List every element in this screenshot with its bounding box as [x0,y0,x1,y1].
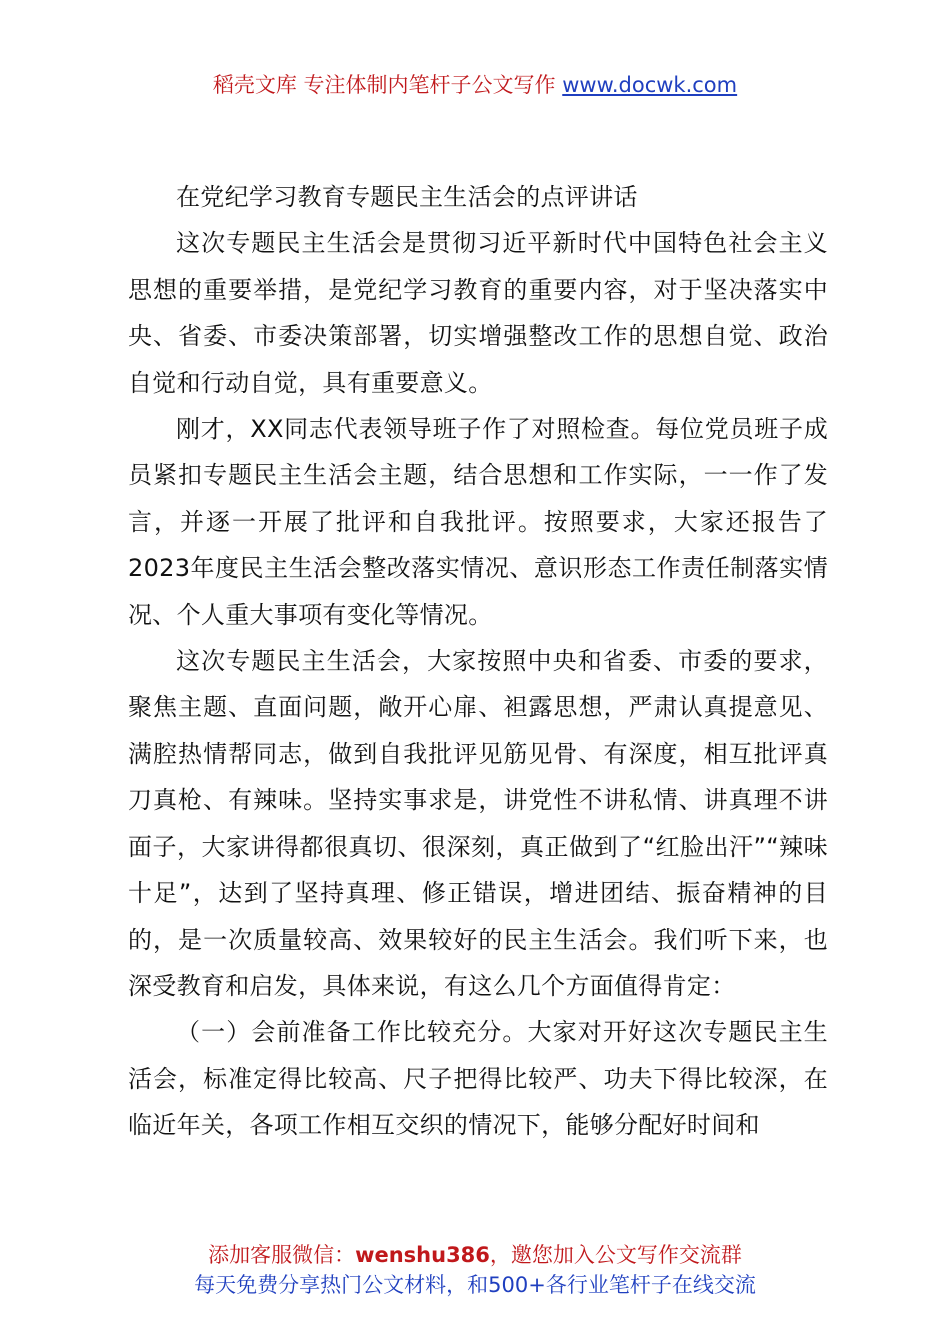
footer-wechat-suffix: ，邀您加入公文写作交流群 [489,1243,742,1267]
wechat-id: wenshu386 [355,1243,490,1267]
page-header [0,70,950,100]
footer-wechat-prefix: 添加客服微信： [208,1243,356,1267]
footer-share-line: 每天免费分享热门公文材料，和500+各行业笔杆子在线交流 [194,1273,756,1297]
site-link[interactable]: www.docwk.com [562,73,738,97]
paragraph-2: 刚才，XX同志代表领导班子作了对照检查。每位党员班子成员紧扣专题民主生活会主题，结合思想和工作实际，一一作了发言，并逐一开展了批评和自我批评。按照要求，大家还报告了2023年度民主生活会整改落实情况、意识形态工作责任制落实情况、个人重大事项有变化等情况。 [128,415,828,629]
document-body [128,174,828,1149]
paragraph-3: 这次专题民主生活会，大家按照中央和省委、市委的要求，聚焦主题、直面问题，敞开心扉、袒露思想，严肃认真提意见、满腔热情帮同志，做到自我批评见筋见骨、有深度，相互批评真刀真枪、有辣味。坚持实事求是，讲党性不讲私情、讲真理不讲面子，大家讲得都很真切、很深刻，真正做到了“红脸出汗”“辣味十足”，达到了坚持真理、修正错误，增进团结、振奋精神的目的，是一次质量较高、效果较好的民主生活会。我们听下来，也深受教育和启发，具体来说，有这么几个方面值得肯定： [128,647,828,1000]
footer-wechat-line [0,1240,950,1270]
document-title: 在党纪学习教育专题民主生活会的点评讲话 [176,183,638,211]
brand-text: 稻壳文库 专注体制内笔杆子公文写作 [212,73,556,97]
paragraph-4: （一）会前准备工作比较充分。大家对开好这次专题民主生活会，标准定得比较高、尺子把得比较严、功夫下得比较深，在临近年关，各项工作相互交织的情况下，能够分配好时间和 [128,1018,828,1140]
paragraph-1: 这次专题民主生活会是贯彻习近平新时代中国特色社会主义思想的重要举措，是党纪学习教育的重要内容，对于坚决落实中央、省委、市委决策部署，切实增强整改工作的思想自觉、政治自觉和行动自觉，具有重要意义。 [128,229,828,397]
page-footer [0,1240,950,1300]
